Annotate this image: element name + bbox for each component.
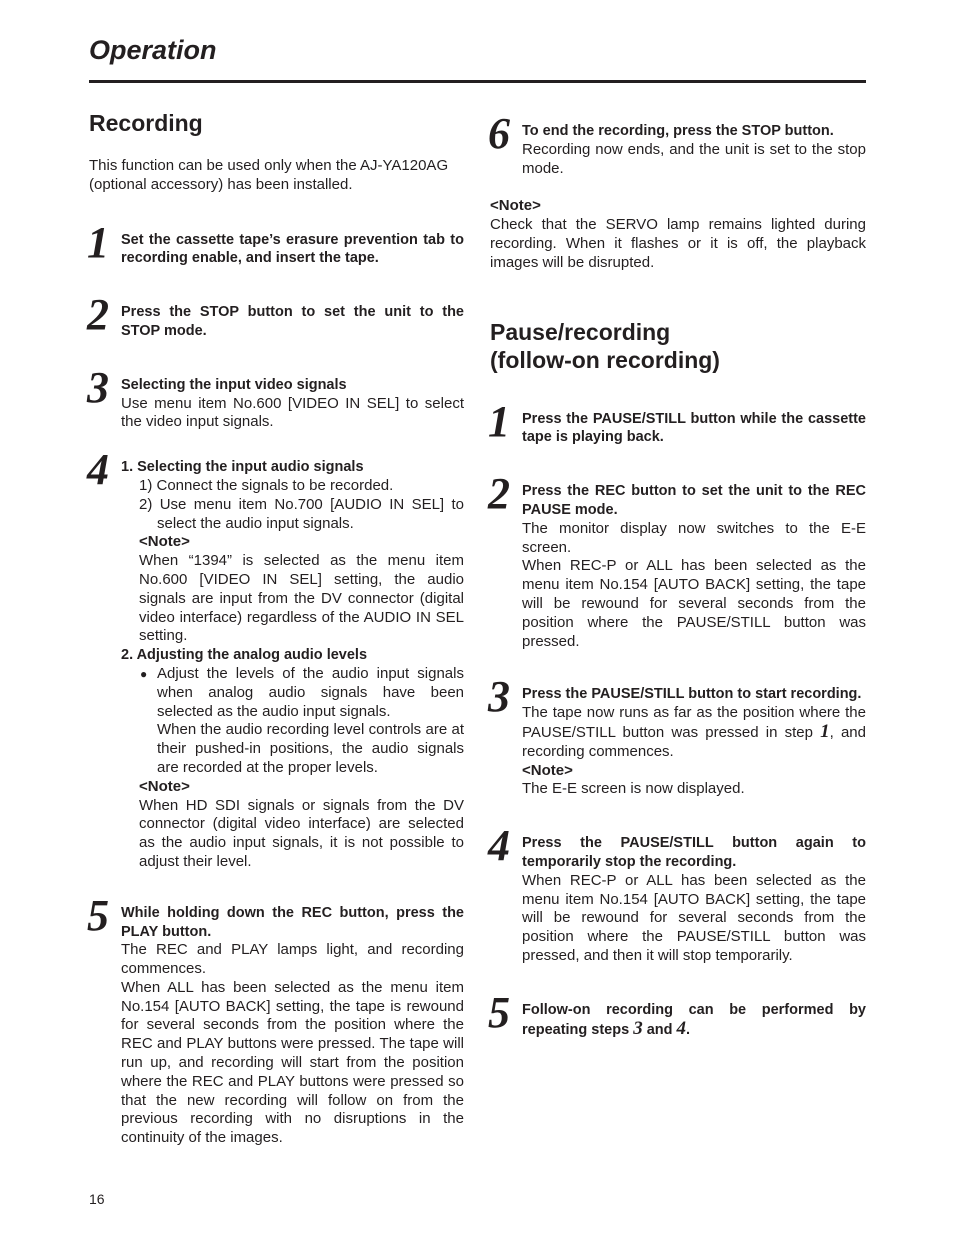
bullet-text: When the audio recording level controls are at their pushed-in positions, the audio signals are recorded at the proper levels. xyxy=(157,721,464,776)
substep-item: 1) Connect the signals to be recorded. xyxy=(139,476,394,494)
left-column xyxy=(89,100,464,1148)
recording-step-6 xyxy=(488,109,866,178)
substep-title: 2. Adjusting the analog audio levels xyxy=(121,647,368,664)
bullet-icon: ● xyxy=(140,666,148,681)
step-number: 3 xyxy=(488,672,510,722)
pause-step-2 xyxy=(488,469,866,651)
step-body: Recording now ends, and the unit is set to the stop mode. xyxy=(522,140,866,177)
note-label: <Note> xyxy=(139,533,190,551)
recording-step-1 xyxy=(87,217,464,269)
step-title: Selecting the input video signals xyxy=(121,376,347,393)
step-reference: 4 xyxy=(676,1017,687,1039)
step-number: 3 xyxy=(87,362,109,412)
note-text: Check that the SERVO lamp remains lighted during recording. When it flashes or it is off, the playback images will be disrupted. xyxy=(490,216,866,271)
step-title: Press the PAUSE/STILL button while the cassette tape is playing back. xyxy=(522,410,866,446)
pause-step-4 xyxy=(488,821,866,966)
step-title: Press the PAUSE/STILL button to start recording. xyxy=(522,686,862,703)
step-number: 2 xyxy=(87,290,109,340)
right-column xyxy=(490,100,866,1039)
recording-step-2 xyxy=(87,290,464,341)
heading-line: Pause/recording xyxy=(490,318,671,345)
step-body: The tape now runs as far as the position where the PAUSE/STILL button was pressed in step 1, and recording commences. xyxy=(522,704,866,760)
heading-line: (follow-on recording) xyxy=(490,346,720,373)
step-title: Follow-on recording can be performed by repeating steps 3 and 4. xyxy=(522,1001,866,1039)
step-number: 5 xyxy=(488,987,510,1037)
step-number: 6 xyxy=(488,109,510,158)
step-number: 4 xyxy=(87,445,109,495)
substep-item: 2) Use menu item No.700 [AUDIO IN SEL] to select the audio input signals. xyxy=(139,495,464,532)
recording-step-4 xyxy=(87,445,464,872)
step-number: 2 xyxy=(488,469,510,519)
pause-step-3 xyxy=(488,672,866,799)
step-body: The monitor display now switches to the E-E screen. xyxy=(522,519,866,556)
step-body: When REC-P or ALL has been selected as the menu item No.154 [AUTO BACK] setting, the tape will be rewound for several seconds from the position where the PAUSE/STILL button was pressed. xyxy=(522,557,866,650)
step-number: 5 xyxy=(87,890,109,940)
step-number: 1 xyxy=(87,217,109,267)
note-label: <Note> xyxy=(139,777,190,795)
note-text: When HD SDI signals or signals from the DV connector (digital video interface) are selected as the audio input signals, it is not possible to adjust their level. xyxy=(139,796,464,870)
step-title: To end the recording, press the STOP button. xyxy=(522,123,834,139)
step-body: Use menu item No.600 [VIDEO IN SEL] to select the video input signals. xyxy=(121,394,464,431)
recording-step-3 xyxy=(87,362,464,432)
step-title: Set the cassette tape’s erasure prevention tab to recording enable, and insert the tape. xyxy=(121,231,464,267)
note-label: <Note> xyxy=(522,761,573,779)
bullet-item xyxy=(121,665,464,778)
recording-heading: Recording xyxy=(89,110,203,136)
step-reference: 3 xyxy=(633,1017,643,1039)
step-body: When ALL has been selected as the menu item No.154 [AUTO BACK] setting, the tape is rewound for several seconds from the position where the REC and PLAY buttons were pressed. The tape will run up, and recording will start from the position where the REC and PLAY buttons were pressed so that the new recording will follow on from the previous recording with no disruptions in the continuity of the images. xyxy=(121,978,464,1147)
recording-intro: This function can be used only when the AJ-YA120AG (optional accessory) has been installed. xyxy=(89,157,449,193)
step-title: Press the PAUSE/STILL button again to temporarily stop the recording. xyxy=(522,835,866,870)
page-title: Operation xyxy=(89,35,217,65)
note-label: <Note> xyxy=(490,197,541,215)
step-title: Press the STOP button to set the unit to the STOP mode. xyxy=(121,304,464,339)
step-reference: 1 xyxy=(820,720,830,742)
bullet-text: Adjust the levels of the audio input signals when analog audio signals have been selected as the audio input signals. xyxy=(157,664,464,720)
pause-step-5 xyxy=(488,987,866,1040)
step-body: The REC and PLAY lamps light, and recording commences. xyxy=(121,941,464,978)
note-text: When “1394” is selected as the menu item No.600 [VIDEO IN SEL] setting, the audio signals are input from the DV connector (digital video interface) regardless of the AUDIO IN SEL setting. xyxy=(139,552,464,645)
pause-step-1 xyxy=(488,396,866,448)
substep-title: 1. Selecting the input audio signals xyxy=(121,459,364,476)
step-body: When REC-P or ALL has been selected as the menu item No.154 [AUTO BACK] setting, the tape will be rewound for several seconds from the position where the PAUSE/STILL button was pressed, and then it will stop temporarily. xyxy=(522,871,866,964)
header-divider xyxy=(89,80,866,83)
step-number: 1 xyxy=(488,396,510,446)
recording-step-5 xyxy=(87,890,464,1148)
step-number: 4 xyxy=(488,821,510,871)
step-title: Press the REC button to set the unit to the REC PAUSE mode. xyxy=(522,483,866,518)
step-title: While holding down the REC button, press the PLAY button. xyxy=(121,904,464,940)
pause-recording-heading xyxy=(490,318,866,374)
page-number: 16 xyxy=(89,1191,105,1207)
note-text: The E-E screen is now displayed. xyxy=(522,780,745,798)
